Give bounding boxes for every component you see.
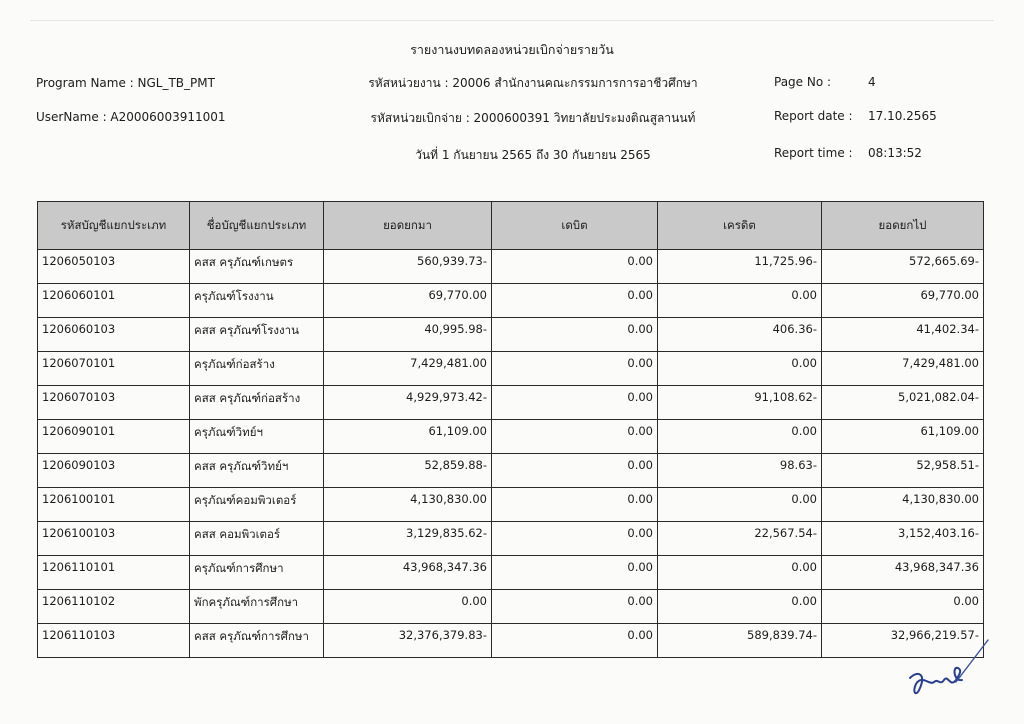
credit: 11,725.96- — [658, 250, 822, 284]
debit: 0.00 — [492, 522, 658, 556]
table-row — [38, 556, 984, 590]
report-date-value: 17.10.2565 — [868, 109, 937, 123]
opening-balance: 3,129,835.62- — [324, 522, 492, 556]
account-name: ครุภัณฑ์คอมพิวเตอร์ — [190, 488, 324, 522]
closing-balance: 572,665.69- — [822, 250, 984, 284]
opening-balance: 4,130,830.00 — [324, 488, 492, 522]
opening-balance: 0.00 — [324, 590, 492, 624]
account-name: ครุภัณฑ์โรงงาน — [190, 284, 324, 318]
account-code: 1206100101 — [38, 488, 190, 522]
credit: 0.00 — [658, 590, 822, 624]
table-row — [38, 454, 984, 488]
report-period: วันที่ 1 กันยายน 2565 ถึง 30 กันยายน 2565 — [415, 148, 651, 162]
debit: 0.00 — [492, 420, 658, 454]
account-name: คสส ครุภัณฑ์ก่อสร้าง — [190, 386, 324, 420]
opening-balance: 7,429,481.00 — [324, 352, 492, 386]
col-closing-balance: ยอดยกไป — [822, 202, 984, 250]
account-code: 1206110102 — [38, 590, 190, 624]
table-body — [38, 250, 984, 658]
account-code: 1206070101 — [38, 352, 190, 386]
closing-balance: 7,429,481.00 — [822, 352, 984, 386]
closing-balance: 69,770.00 — [822, 284, 984, 318]
report-time-value: 08:13:52 — [868, 146, 922, 160]
account-name: พักครุภัณฑ์การศึกษา — [190, 590, 324, 624]
account-name: คสส ครุภัณฑ์การศึกษา — [190, 624, 324, 658]
credit: 0.00 — [658, 352, 822, 386]
credit: 0.00 — [658, 420, 822, 454]
table-row — [38, 522, 984, 556]
table-row — [38, 284, 984, 318]
debit: 0.00 — [492, 624, 658, 658]
col-account-name: ชื่อบัญชีแยกประเภท — [190, 202, 324, 250]
account-code: 1206090101 — [38, 420, 190, 454]
opening-balance: 40,995.98- — [324, 318, 492, 352]
closing-balance: 3,152,403.16- — [822, 522, 984, 556]
closing-balance: 61,109.00 — [822, 420, 984, 454]
account-name: ครุภัณฑ์วิทย์ฯ — [190, 420, 324, 454]
debit: 0.00 — [492, 250, 658, 284]
opening-balance: 61,109.00 — [324, 420, 492, 454]
trial-balance-table — [37, 201, 984, 658]
table-row — [38, 250, 984, 284]
closing-balance: 0.00 — [822, 590, 984, 624]
closing-balance: 5,021,082.04- — [822, 386, 984, 420]
col-debit: เดบิต — [492, 202, 658, 250]
debit: 0.00 — [492, 556, 658, 590]
closing-balance: 41,402.34- — [822, 318, 984, 352]
table-header-row — [38, 202, 984, 250]
debit: 0.00 — [492, 454, 658, 488]
opening-balance: 4,929,973.42- — [324, 386, 492, 420]
debit: 0.00 — [492, 386, 658, 420]
opening-balance: 43,968,347.36 — [324, 556, 492, 590]
closing-balance: 43,968,347.36 — [822, 556, 984, 590]
report-time-label: Report time : — [774, 146, 853, 160]
debit: 0.00 — [492, 590, 658, 624]
account-name: คสส ครุภัณฑ์เกษตร — [190, 250, 324, 284]
account-code: 1206100103 — [38, 522, 190, 556]
account-code: 1206050103 — [38, 250, 190, 284]
credit: 589,839.74- — [658, 624, 822, 658]
account-name: คสส ครุภัณฑ์โรงงาน — [190, 318, 324, 352]
account-code: 1206070103 — [38, 386, 190, 420]
account-name: คสส ครุภัณฑ์วิทย์ฯ — [190, 454, 324, 488]
opening-balance: 32,376,379.83- — [324, 624, 492, 658]
table-row — [38, 590, 984, 624]
closing-balance: 4,130,830.00 — [822, 488, 984, 522]
scan-artifact-line — [30, 20, 994, 21]
opening-balance: 69,770.00 — [324, 284, 492, 318]
report-title: รายงานงบทดลองหน่วยเบิกจ่ายรายวัน — [410, 42, 614, 57]
table-row — [38, 352, 984, 386]
table-row — [38, 318, 984, 352]
table-row — [38, 386, 984, 420]
col-opening-balance: ยอดยกมา — [324, 202, 492, 250]
col-credit: เครดิต — [658, 202, 822, 250]
account-name: ครุภัณฑ์ก่อสร้าง — [190, 352, 324, 386]
closing-balance: 52,958.51- — [822, 454, 984, 488]
page-number-label: Page No : — [774, 75, 832, 89]
account-code: 1206060101 — [38, 284, 190, 318]
debit: 0.00 — [492, 318, 658, 352]
credit: 0.00 — [658, 488, 822, 522]
col-account-code: รหัสบัญชีแยกประเภท — [38, 202, 190, 250]
credit: 22,567.54- — [658, 522, 822, 556]
closing-balance: 32,966,219.57- — [822, 624, 984, 658]
credit: 406.36- — [658, 318, 822, 352]
handwritten-signature-icon — [900, 630, 990, 710]
debit: 0.00 — [492, 488, 658, 522]
program-name: Program Name : NGL_TB_PMT — [36, 76, 215, 90]
debit: 0.00 — [492, 284, 658, 318]
account-code: 1206110101 — [38, 556, 190, 590]
account-name: ครุภัณฑ์การศึกษา — [190, 556, 324, 590]
account-code: 1206060103 — [38, 318, 190, 352]
report-date-label: Report date : — [774, 109, 853, 123]
username: UserName : A20006003911001 — [36, 110, 226, 124]
table-row — [38, 420, 984, 454]
account-name: คสส คอมพิวเตอร์ — [190, 522, 324, 556]
agency-code: รหัสหน่วยงาน : 20006 สำนักงานคณะกรรมการการอาชีวศึกษา — [368, 76, 698, 90]
credit: 98.63- — [658, 454, 822, 488]
table-row — [38, 624, 984, 658]
account-code: 1206090103 — [38, 454, 190, 488]
disbursing-unit-code: รหัสหน่วยเบิกจ่าย : 2000600391 วิทยาลัยประมงติณสูลานนท์ — [370, 111, 696, 125]
opening-balance: 560,939.73- — [324, 250, 492, 284]
opening-balance: 52,859.88- — [324, 454, 492, 488]
table-row — [38, 488, 984, 522]
page-number-value: 4 — [868, 75, 876, 89]
credit: 0.00 — [658, 556, 822, 590]
credit: 91,108.62- — [658, 386, 822, 420]
debit: 0.00 — [492, 352, 658, 386]
credit: 0.00 — [658, 284, 822, 318]
account-code: 1206110103 — [38, 624, 190, 658]
